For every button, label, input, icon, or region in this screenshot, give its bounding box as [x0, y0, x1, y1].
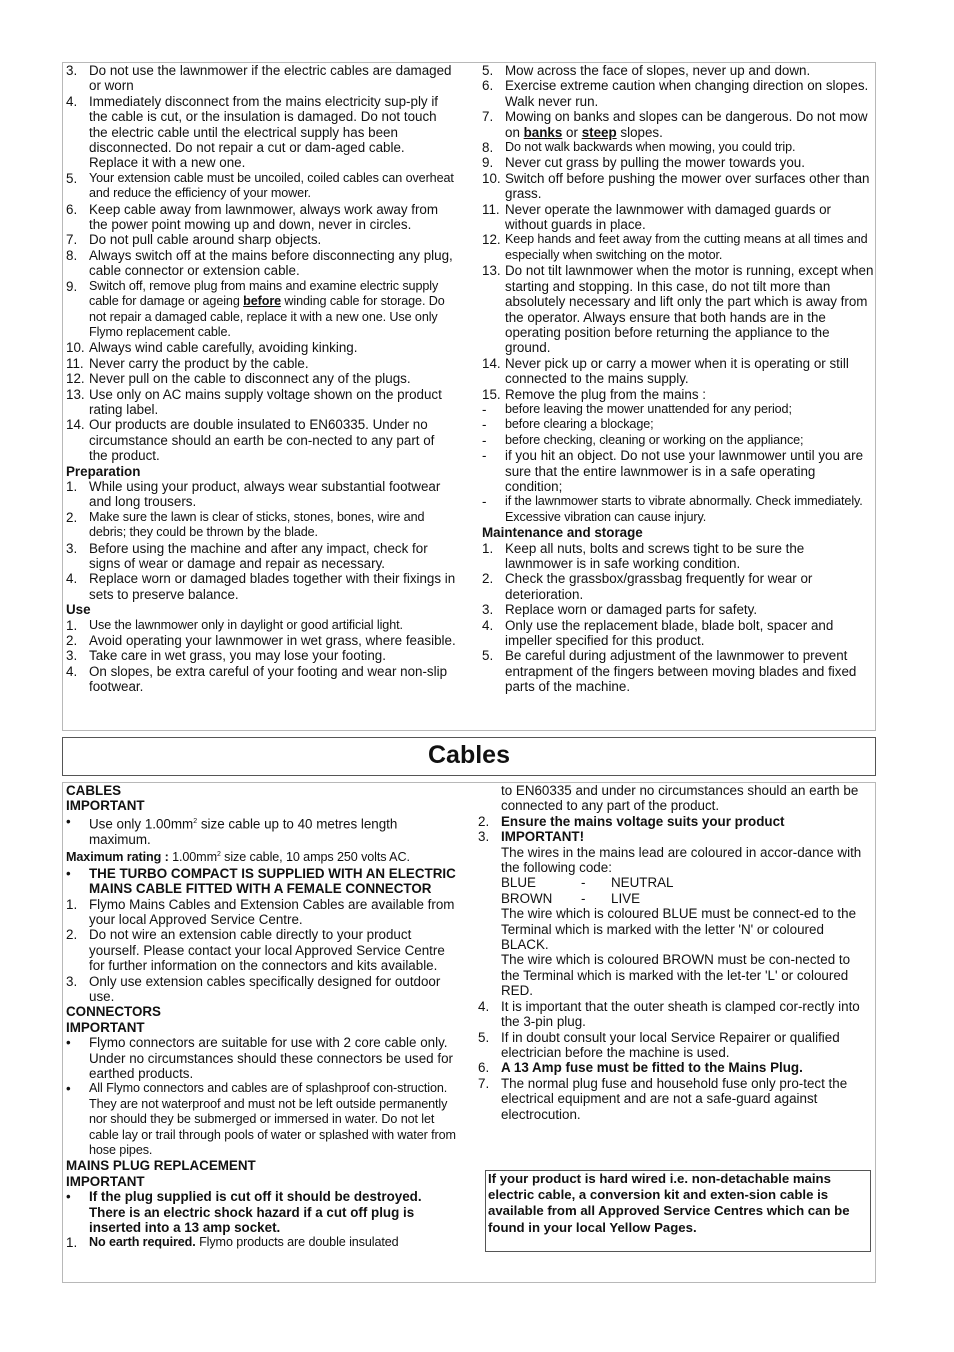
- use-list: [66, 618, 456, 695]
- list-item: 4. Only use the replacement blade, blade bolt, spacer and impeller specified for this product.: [482, 617, 834, 649]
- list-item: 1. Flymo Mains Cables and Extension Cables are available from your local Approved Service Centre.: [66, 896, 455, 927]
- list-item: 3. IMPORTANT!: [478, 829, 585, 845]
- list-item: 12. Never pull on the cable to disconnect any of the plugs.: [66, 371, 411, 387]
- list-item: 9. Never cut grass by pulling the mower towards you.: [482, 155, 805, 171]
- list-item: 13. Do not tilt lawnmower when the motor is running, except when starting and stopping. In this case, do not tilt more than absolutely necessary and lift only the part which is away from the operator. Always ensure that both hands are in the operating position before returning the appliance to the ground.: [482, 263, 874, 356]
- maximum-rating: Maximum rating : $1.00mm^2$ size cable, 10 amps 250 volts AC.: [66, 850, 410, 865]
- list-item: - before leaving the mower unattended for any period;: [482, 401, 792, 417]
- preparation-heading: Preparation: [66, 463, 141, 479]
- wire-code-brown: BROWN - LIVE: [501, 890, 641, 906]
- cables-heading: CABLES: [66, 783, 122, 798]
- emphasis-before: before: [243, 294, 282, 309]
- list-item: The wire which is coloured BLUE must be connect-ed to the Terminal which is marked with the letter 'N' or coloured BLACK.: [501, 906, 857, 953]
- list-item: 15. Remove the plug from the mains :: [482, 386, 706, 402]
- list-item: - before checking, cleaning or working on the appliance;: [482, 432, 804, 448]
- list-item: 1. No earth required. Flymo products are double insulated: [66, 1235, 399, 1251]
- bullet-icon: •: [66, 865, 71, 881]
- list-item: • THE TURBO COMPACT IS SUPPLIED WITH AN ELECTRIC MAINS CABLE FITTED WITH A FEMALE CONNECTOR: [66, 865, 456, 897]
- list-item: 12. Keep hands and feet away from the cutting means at all times and especially when switching on the motor.: [482, 232, 868, 262]
- list-item: 1. Keep all nuts, bolts and screws tight to be sure the lawnmower is in safe working condition.: [482, 540, 805, 571]
- list-item: 2. Do not wire an extension cable directly to your product yourself. Please contact your local Approved Service Centre for further information on the connectors and kits available.: [66, 927, 445, 974]
- list-item: 2. Make sure the lawn is clear of sticks, stones, bones, wire and debris; they could be thrown by the blade.: [66, 509, 425, 540]
- list-item: • Use only $1.00mm^2$ size cable up to 40 metres length maximum.: [66, 813, 398, 847]
- list-item: 14. Our products are double insulated to EN60335. Under no circumstance should an earth be con-nected to any part of the product.: [66, 417, 435, 464]
- list-item: 2. Ensure the mains voltage suits your product: [478, 813, 785, 829]
- list-item: 10. Switch off before pushing the mower over surfaces other than grass.: [482, 170, 870, 202]
- preparation-list: [66, 479, 456, 602]
- cables-left-column: [66, 783, 456, 1251]
- list-item: 3. Before using the machine and after any impact, check for signs of wear or damage and repair as necessary.: [66, 540, 428, 571]
- bullet-icon: •: [66, 1035, 71, 1051]
- list-item: 6. Keep cable away from lawnmower, always work away from the power point mowing up and down, never in circles.: [66, 201, 439, 233]
- list-item: 2. Check the grassbox/grassbag frequently for wear or deterioration.: [482, 571, 813, 602]
- list-item: • Flymo connectors are suitable for use with 2 core cable only. Under no circumstances should these connectors be used for earthed products.: [66, 1035, 453, 1081]
- list-item: 4. On slopes, be extra careful of your footing and wear non-slip footwear.: [66, 663, 448, 695]
- list-item: 3. Do not use the lawnmower if the electric cables are damaged or worn: [66, 63, 452, 94]
- list-item: 4. It is important that the outer sheath is clamped cor-rectly into the 3-pin plug.: [478, 998, 860, 1030]
- emphasis-steep: steep: [581, 124, 617, 140]
- list-item: - before clearing a blockage;: [482, 417, 654, 433]
- list-item: 13. Use only on AC mains supply voltage shown on the product rating label.: [66, 386, 442, 417]
- safety-right-column: [482, 63, 874, 695]
- maintenance-heading: Maintenance and storage: [482, 525, 643, 541]
- section-title: Cables: [428, 741, 510, 769]
- list-item: 14. Never pick up or carry a mower when it is operating or still connected to the mains supply.: [482, 355, 849, 387]
- list-item: 3. Replace worn or damaged parts for safety.: [482, 602, 758, 618]
- important-heading: IMPORTANT: [66, 1019, 145, 1035]
- list-item: • If the plug supplied is cut off it should be destroyed. There is an electric shock hazard if a cut off plug is inserted into a 13 amp socket.: [66, 1189, 422, 1236]
- list-item: 6. Exercise extreme caution when changing direction on slopes. Walk never run.: [482, 78, 869, 109]
- list-item: 7. Do not pull cable around sharp objects.: [66, 232, 322, 248]
- list-item: 3. Only use extension cables specifically designed for outdoor use.: [66, 973, 441, 1004]
- list-item: 1. While using your product, always wear substantial footwear and long trousers.: [66, 478, 441, 510]
- list-item: 8. Always switch off at the mains before disconnecting any plug, cable connector or extension cable.: [66, 247, 453, 279]
- list-item: 2. Avoid operating your lawnmower in wet grass, where feasible.: [66, 633, 456, 649]
- list-item: The wire which is coloured BROWN must be con-nected to the Terminal which is marked with the let-ter 'L' or coloured RED.: [501, 952, 851, 999]
- list-item: 9. Switch off, remove plug from mains and examine electric supply cable for damage or ageing before winding cable for storage. Do not repair a damaged cable, replace it with a new one. Use only Flymo replacement cable.: [66, 278, 445, 339]
- important-heading: IMPORTANT: [66, 798, 145, 814]
- safety-left-column: [66, 63, 456, 695]
- bullet-icon: •: [66, 1081, 71, 1097]
- mains-plug-heading: MAINS PLUG REPLACEMENT: [66, 1158, 256, 1174]
- bullet-icon: •: [66, 1189, 71, 1205]
- important-heading: IMPORTANT: [66, 1173, 145, 1189]
- list-item: 5. Your extension cable must be uncoiled, coiled cables can overheat and reduce the efficiency of your mower.: [66, 170, 454, 201]
- list-item: 1. Use the lawnmower only in daylight or good artificial light.: [66, 617, 403, 633]
- maintenance-list: [482, 541, 874, 695]
- list-item: to EN60335 and under no circumstances should an earth be connected to any part of the product.: [501, 783, 859, 814]
- list-item: - if you hit an object. Do not use your lawnmower until you are sure that the entire lawnmower is in a safe operating condition;: [482, 448, 864, 494]
- list-item: 7. Mowing on banks and slopes can be dangerous. Do not mow on banks or steep slopes.: [482, 109, 868, 140]
- hard-wired-note: If your product is hard wired i.e. non-detachable mains electric cable, a conversion kit and exten-sion cable is available from all Approved Service Centres which can be found in your local Yellow Pages.: [485, 1170, 871, 1252]
- list-item: 11. Never carry the product by the cable.: [66, 355, 309, 371]
- connectors-heading: CONNECTORS: [66, 1004, 161, 1020]
- list-item: 10. Always wind cable carefully, avoiding kinking.: [66, 340, 358, 356]
- operation-list: [482, 63, 874, 525]
- list-item: 5. Mow across the face of slopes, never up and down.: [482, 63, 811, 78]
- list-item: 4. Immediately disconnect from the mains electricity sup-ply if the cable is cut, or the insulation is damaged. Do not touch the electric cable until the electrical supply has been disconnected. Do not repair a cut or dam-aged cable. Replace it with a new one.: [66, 93, 439, 171]
- list-item: • All Flymo connectors and cables are of splashproof con-struction. They are not waterproof and must not be left outside permanently nor should they be submerged or immersed in water. Do not let cable lay or trail through pools of water or splashed with water from hose pipes.: [66, 1081, 456, 1157]
- wire-code-blue: BLUE - NEUTRAL: [501, 875, 674, 891]
- list-item: 5. If in doubt consult your local Service Repairer or qualified electrician before the machine is used.: [478, 1029, 840, 1060]
- emphasis-banks: banks: [523, 124, 563, 140]
- list-item: The wires in the mains lead are coloured in accor-dance with the following code:: [501, 844, 862, 876]
- list-item: - if the lawnmower starts to vibrate abnormally. Check immediately. Excessive vibration can cause injury.: [482, 494, 863, 524]
- list-item: 11. Never operate the lawnmower with damaged guards or without guards in place.: [482, 201, 832, 233]
- list-item: 6. A 13 Amp fuse must be fitted to the Mains Plug.: [478, 1060, 803, 1076]
- section-title-box: [62, 737, 876, 776]
- list-item: 7. The normal plug fuse and household fuse only pro-tect the electrical equipment and are not a safe-guard against electrocution.: [478, 1075, 848, 1122]
- cable-safety-list: [66, 63, 456, 464]
- list-item: 8. Do not walk backwards when mowing, you could trip.: [482, 140, 796, 156]
- use-heading: Use: [66, 602, 91, 618]
- cables-right-column: [478, 783, 872, 1122]
- list-item: 4. Replace worn or damaged blades together with their fixings in sets to preserve balance.: [66, 571, 456, 602]
- list-item: 3. Take care in wet grass, you may lose your footing.: [66, 648, 386, 664]
- list-item: 5. Be careful during adjustment of the lawnmower to prevent entrapment of the fingers between moving blades and fixed parts of the machine.: [482, 648, 857, 695]
- bullet-icon: •: [66, 813, 71, 829]
